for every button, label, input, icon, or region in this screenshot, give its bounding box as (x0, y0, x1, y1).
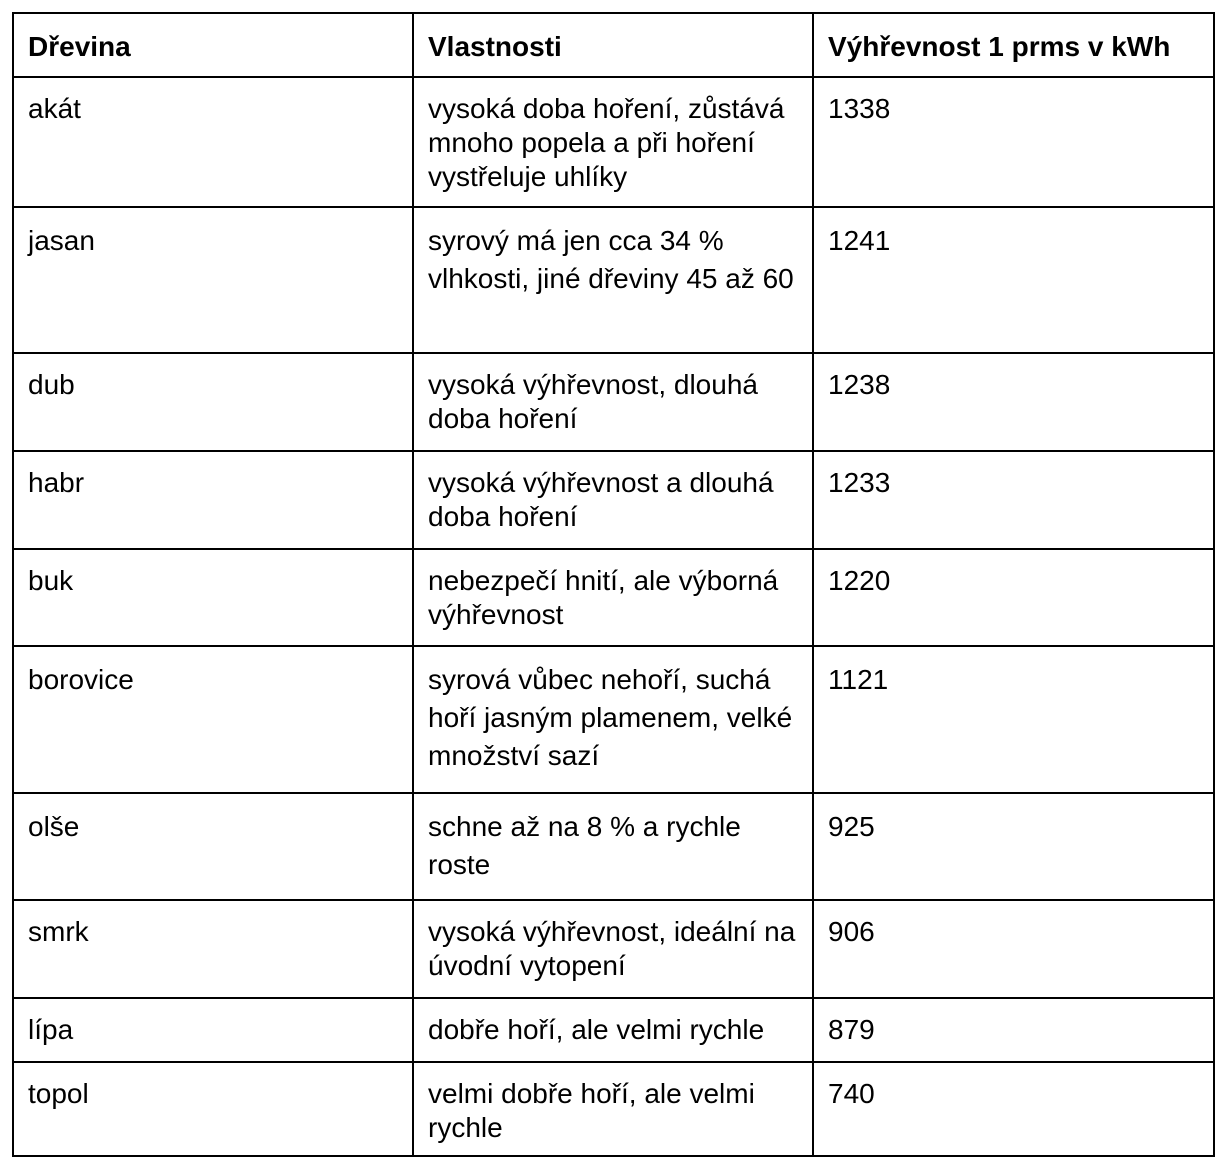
cell-heat-value: 906 (813, 900, 1214, 998)
cell-species: smrk (13, 900, 413, 998)
cell-species: habr (13, 451, 413, 549)
cell-heat-value: 1338 (813, 77, 1214, 207)
cell-properties: schne až na 8 % a rychle roste (413, 793, 813, 900)
cell-species: dub (13, 353, 413, 451)
table-row (13, 207, 1214, 353)
cell-heat-value: 1238 (813, 353, 1214, 451)
cell-heat-value: 1233 (813, 451, 1214, 549)
cell-heat-value: 1121 (813, 646, 1214, 793)
table-row (13, 646, 1214, 793)
cell-properties: syrový má jen cca 34 % vlhkosti, jiné dřeviny 45 až 60 (413, 207, 813, 353)
cell-species: olše (13, 793, 413, 900)
cell-properties: dobře hoří, ale velmi rychle (413, 998, 813, 1062)
table-header-row (13, 13, 1214, 77)
header-properties: Vlastnosti (413, 13, 813, 77)
cell-species: borovice (13, 646, 413, 793)
cell-properties: vysoká doba hoření, zůstává mnoho popela a při hoření vystřeluje uhlíky (413, 77, 813, 207)
cell-heat-value: 1241 (813, 207, 1214, 353)
cell-properties: vysoká výhřevnost, ideální na úvodní vytopení (413, 900, 813, 998)
table-row (13, 793, 1214, 900)
cell-heat-value: 925 (813, 793, 1214, 900)
header-heat-value: Výhřevnost 1 prms v kWh (813, 13, 1214, 77)
cell-properties: nebezpečí hnití, ale výborná výhřevnost (413, 549, 813, 646)
cell-heat-value: 1220 (813, 549, 1214, 646)
cell-species: jasan (13, 207, 413, 353)
table-row (13, 900, 1214, 998)
cell-species: akát (13, 77, 413, 207)
table-row (13, 451, 1214, 549)
cell-heat-value: 879 (813, 998, 1214, 1062)
cell-species: topol (13, 1062, 413, 1156)
table-row (13, 549, 1214, 646)
table-row (13, 998, 1214, 1062)
table-row (13, 1062, 1214, 1156)
cell-heat-value: 740 (813, 1062, 1214, 1156)
cell-species: buk (13, 549, 413, 646)
cell-properties: vysoká výhřevnost, dlouhá doba hoření (413, 353, 813, 451)
header-species: Dřevina (13, 13, 413, 77)
table-row (13, 353, 1214, 451)
cell-species: lípa (13, 998, 413, 1062)
table-row (13, 77, 1214, 207)
firewood-table (12, 12, 1215, 1157)
cell-properties: syrová vůbec nehoří, suchá hoří jasným plamenem, velké množství sazí (413, 646, 813, 793)
cell-properties: velmi dobře hoří, ale velmi rychle (413, 1062, 813, 1156)
cell-properties: vysoká výhřevnost a dlouhá doba hoření (413, 451, 813, 549)
